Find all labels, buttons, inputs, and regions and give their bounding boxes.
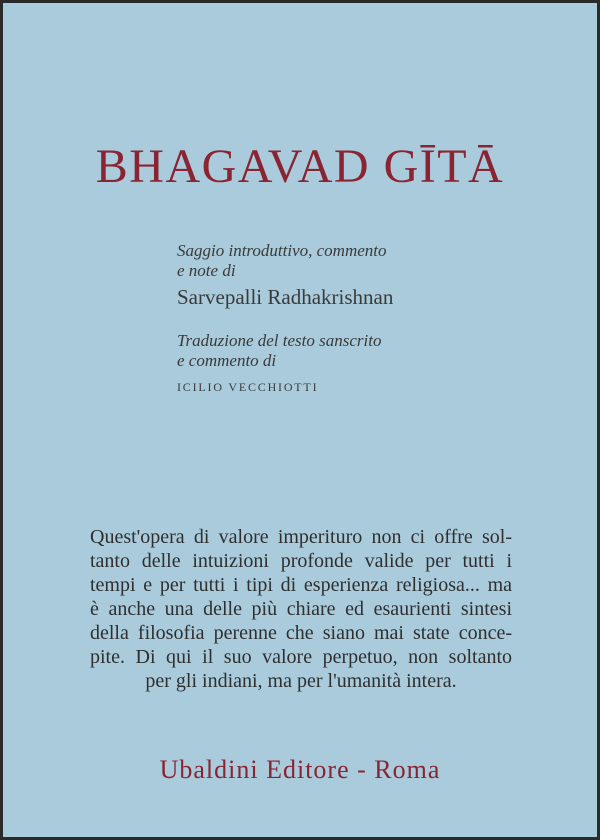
essay-role-line-1: Saggio introduttivo, commento [177, 241, 387, 260]
publisher-imprint: Ubaldini Editore - Roma [159, 755, 441, 784]
essay-credit [177, 241, 537, 311]
translator-name: ICILIO VECCHIOTTI [177, 380, 319, 394]
translation-credit [177, 331, 537, 397]
blurb-line: è anche una delle più chiare ed esaurienti sintesi [90, 598, 512, 620]
blurb-line: pite. Di qui il suo valore perpetuo, non soltanto [90, 646, 512, 668]
blurb-line: tempi e per tutti i tipi di esperienza religiosa... ma [90, 574, 512, 596]
blurb-line: Quest'opera di valore imperituro non ci offre sol- [90, 526, 512, 548]
blurb-line: della filosofia perenne che siano mai state conce- [90, 622, 512, 644]
essay-author: Sarvepalli Radhakrishnan [177, 285, 394, 309]
translation-role-line-2: e commento di [177, 351, 277, 370]
essay-role-line-2: e note di [177, 261, 236, 280]
blurb-line: per gli indiani, ma per l'umanità intera. [145, 670, 457, 692]
translation-role-line-1: Traduzione del testo sanscrito [177, 331, 382, 350]
credits [177, 241, 537, 417]
cover-blurb [90, 525, 512, 693]
book-title: BHAGAVAD GĪTĀ [95, 140, 505, 193]
blurb-line: tanto delle intuizioni profonde valide per tutti i [90, 550, 512, 572]
